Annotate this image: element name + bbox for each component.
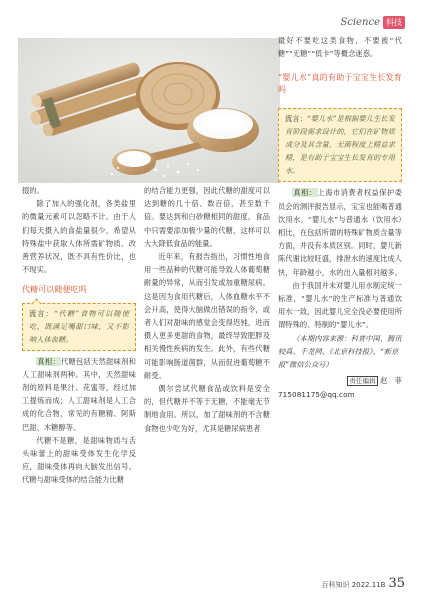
rumor-label: 流言： bbox=[285, 114, 307, 124]
paragraph: 由于我国并未对婴儿用水制定统一标准，“婴儿水”的生产标准与普通饮用水一致，因此婴儿完全没必要使用所谓特殊的、特制的“婴儿水”。 bbox=[278, 280, 402, 330]
paragraph: 近年来，有报告指出，习惯性地食用一些品种的代糖可能导致人体葡萄糖耐量的异常，从而引发或加重糖尿病。这是因为食用代糖后，人体血糖水平不会升高，使得大脑做出错误的指令，或者人们对甜味的感觉会变得迟钝，进而摄入更多更甜的食物，最终导致肥胖及相关慢性疾病的发生。此外，有些代糖可能影响肠道菌群，从而促进葡萄糖不耐受。 bbox=[144, 252, 270, 380]
editor-credit bbox=[278, 374, 402, 388]
source-note: （本期内容来源：科普中国、腾讯较真、千龙网、《北京科技报》、“新京报”微信公众号） bbox=[278, 333, 402, 370]
column-3 bbox=[278, 34, 402, 402]
editor-email: 715081175@qq.com bbox=[278, 390, 355, 400]
rumor-callout bbox=[22, 303, 136, 351]
section-label-en: Science bbox=[340, 17, 380, 28]
salt-photo bbox=[18, 38, 280, 183]
paragraph: 的结合能力更强，因此代糖的甜度可以达到糖的几十倍、数百倍，甚至数千倍。要达到和白砂糖相同的甜度，食品中只需要添加极少量的代糖，这样可以大大降低食品的能量。 bbox=[144, 186, 270, 248]
paragraph: 掇的。 bbox=[22, 186, 44, 195]
section-header bbox=[340, 16, 405, 29]
paragraph: 代糖不是糖，是甜味物质与舌头味蕾上的甜味受体发生化学反应，甜味受体再向大脑发出信号。代糖与甜味受体的结合能力比糖 bbox=[22, 435, 136, 485]
section-label-cn: 科技 bbox=[383, 16, 405, 29]
editor-label: 责任编辑 bbox=[349, 377, 376, 386]
truth-label: 真相： bbox=[293, 188, 317, 198]
paragraph: 最好不要吃这类食物，不要被“代糖”“无糖”“低卡”等概念迷惑。 bbox=[278, 36, 402, 59]
paragraph: 偶尔尝试代糖食品或饮料是安全的，但代糖并不等于无糖，不能毫无节制地食用。所以，加了甜味剂的不含糖食物也少吃为好，尤其是糖尿病患者 bbox=[144, 384, 270, 433]
editor-name: 赵 菲 bbox=[380, 376, 402, 386]
truth-text: 上海市消费者权益保护委员会的测评报告显示，宝宝也能喝普通饮用水。“婴儿水”与普通水（饮用水）相比，在包括所谓的特殊矿物质含量等方面，并没有本质区别。同时，婴儿新陈代谢比较旺盛，排泄水的速度比成人快，年龄越小，水的出入量相对越多。 bbox=[278, 188, 402, 277]
rumor-text: “代糖”食物可以随便吃，既满足嘴甜口味，又不影响人体血糖。 bbox=[29, 308, 129, 344]
page-footer bbox=[321, 576, 405, 591]
section-title-baby-water: “婴儿水”真的有助于宝宝生长发育吗 bbox=[278, 73, 402, 95]
rumor-text: “婴儿水”是根据婴儿生长发育阶段需求设计的，它们在矿物质成分及其含量、无菌程度上精益求精，是有助于宝宝生长发育的专用水。 bbox=[285, 114, 395, 176]
truth-text: 代糖包括天然甜味剂和人工甜味剂两种。其中，天然甜味剂的原料是果汁、花蜜等，经过加工提炼而成；人工甜味剂是人工合成的化合物，常见的有糖精、阿斯巴甜、木糖醇等。 bbox=[22, 356, 136, 432]
rumor-callout bbox=[278, 108, 402, 182]
column-1 bbox=[22, 184, 136, 487]
magazine-issue: 百科知识 2022.11B bbox=[321, 581, 386, 589]
truth-label: 真相： bbox=[37, 356, 60, 366]
rumor-label: 流言： bbox=[29, 308, 54, 318]
page-number: 35 bbox=[388, 576, 405, 591]
column-2 bbox=[144, 184, 270, 435]
paragraph: 除了加入的强化剂，各类盐里的微量元素可以忽略不计。由于人们每天摄入的食盐量很少，希望从特殊盐中获取人体所需矿物质、改善营养状况，既不具有性价比，也不现实。 bbox=[22, 199, 136, 275]
salt-photo-illustration bbox=[18, 38, 280, 183]
section-title-sweetener: 代糖可以随便吃吗 bbox=[22, 285, 87, 295]
